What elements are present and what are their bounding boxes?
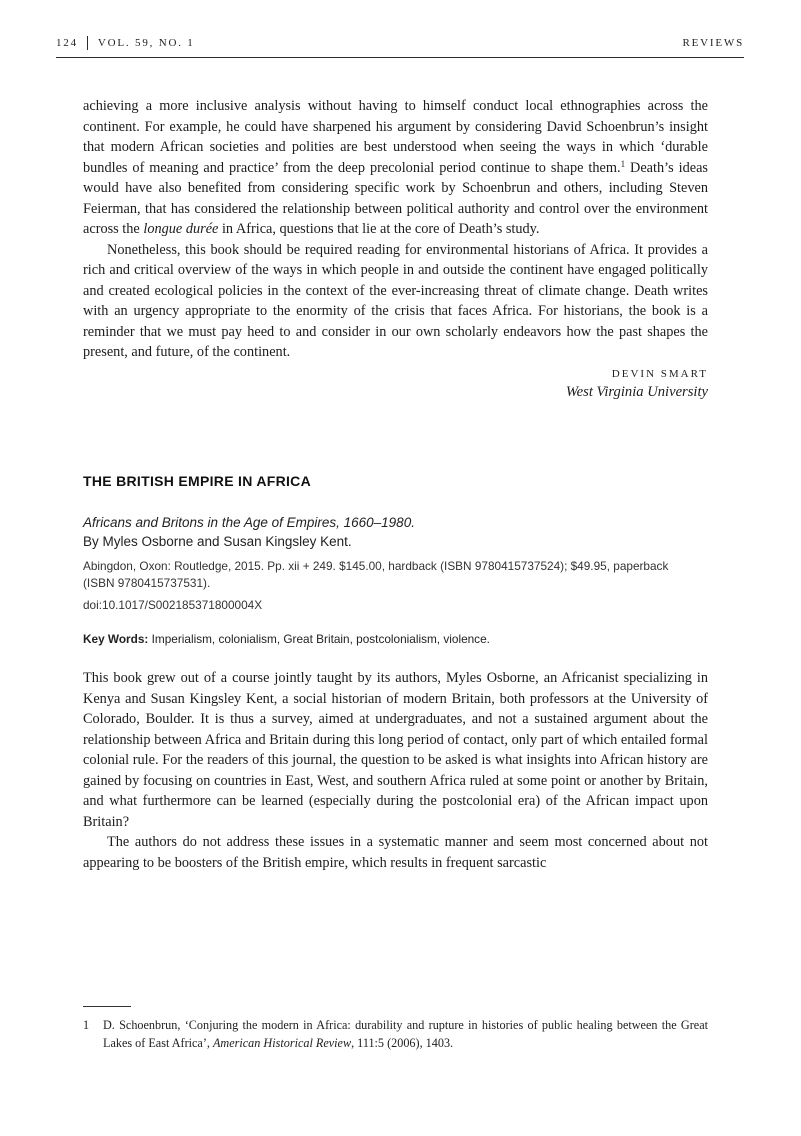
section-label: REVIEWS: [682, 37, 744, 49]
page-content: [83, 96, 708, 873]
keywords-text: Imperialism, colonialism, Great Britain, postcolonialism, violence.: [148, 632, 490, 646]
italic-phrase: longue durée: [143, 221, 219, 237]
book-imprint: Abingdon, Oxon: Routledge, 2015. Pp. xii + 249. $145.00, hardback (ISBN 9780415737524); $49.95, paperback (ISBN 9780415737531).: [83, 558, 669, 590]
footnote-text: [83, 1017, 708, 1052]
keywords-line: [83, 631, 708, 648]
footnote-body: D. Schoenbrun, ‘Conjuring the modern in Africa: durability and rupture in histories of public healing between the Great Lakes of East Africa’,: [103, 1018, 708, 1050]
page-number: 124: [56, 37, 78, 49]
footnote-block: [83, 1006, 708, 1052]
reviewer-signature: [83, 368, 708, 401]
review-paragraph: This book grew out of a course jointly taught by its authors, Myles Osborne, an Africanist specializing in Kenya and Susan Kingsley Kent, a social historian of modern Britain, both professors at the University of Colorado, Boulder. It is thus a survey, aimed at undergraduates, and not a sustained argument about the relationship between Africa and Britain during this long period of contact, only part of which entailed formal colonial rule. For the readers of this journal, the question to be asked is what insights into African history are gained by focusing on countries in East, West, and southern Africa ruled at some point or another by Britain, and what furthermore can be learned (especially during the postcolonial era) of the African impact upon Britain?: [83, 670, 708, 830]
running-head-left: [56, 36, 195, 50]
footnote-number: 1: [83, 1018, 90, 1032]
footnote-rule: [83, 1006, 131, 1007]
book-doi: doi:10.1017/S002185371800004X: [83, 597, 263, 612]
reviewer-affiliation: West Virginia University: [565, 383, 708, 400]
paragraph-text: achieving a more inclusive analysis without having to himself conduct local ethnographies across the continent. For example, he could have sharpened his argument by considering David Schoenbrun’s insight that modern African societies and polities are best understood when seeing the ways in which ‘durable bundles of meaning and practice’ from the deep precolonial period continue to shape them.: [83, 98, 708, 176]
book-authors: By Myles Osborne and Susan Kingsley Kent.: [83, 533, 352, 549]
footnote-reference: 1: [620, 158, 626, 169]
review-title-heading: THE BRITISH EMPIRE IN AFRICA: [83, 472, 311, 489]
reviewer-name: DEVIN SMART: [611, 367, 708, 380]
review-paragraph: The authors do not address these issues in a systematic manner and seem most concerned about not appearing to be boosters of the British empire, which results in frequent sarcastic: [83, 834, 708, 871]
volume-label: VOL. 59, NO. 1: [97, 37, 195, 49]
paragraph-text: in Africa, questions that lie at the core of Death’s study.: [218, 221, 540, 237]
book-title: Africans and Britons in the Age of Empires, 1660–1980.: [83, 514, 415, 530]
paragraph-text: Death’s ideas would have also benefited from considering specific work by Schoenbrun and others, including Steven Feierman, that has considered the relationship between political authority and control over the environment across the: [83, 159, 708, 237]
header-divider: [87, 36, 88, 50]
review-paragraph: Nonetheless, this book should be required reading for environmental historians of Africa. It provides a rich and critical overview of the ways in which people in and outside the continent have engaged politically and created ecological policies in the context of the ever-increasing threat of climate change. Death writes with an urgency appropriate to the enormity of the crisis that faces Africa. For historians, the book is a reminder that we must pay heed to and consider in our own scholarly endeavors how the past shapes the present, and future, of the continent.: [83, 241, 708, 360]
review-paragraph: [83, 96, 708, 240]
footnote-citation-tail: , 111:5 (2006), 1403.: [351, 1035, 454, 1050]
running-head: [56, 36, 744, 58]
keywords-label: Key Words:: [83, 632, 149, 646]
footnote-journal-title: American Historical Review: [212, 1035, 352, 1050]
review-body: [83, 668, 708, 873]
